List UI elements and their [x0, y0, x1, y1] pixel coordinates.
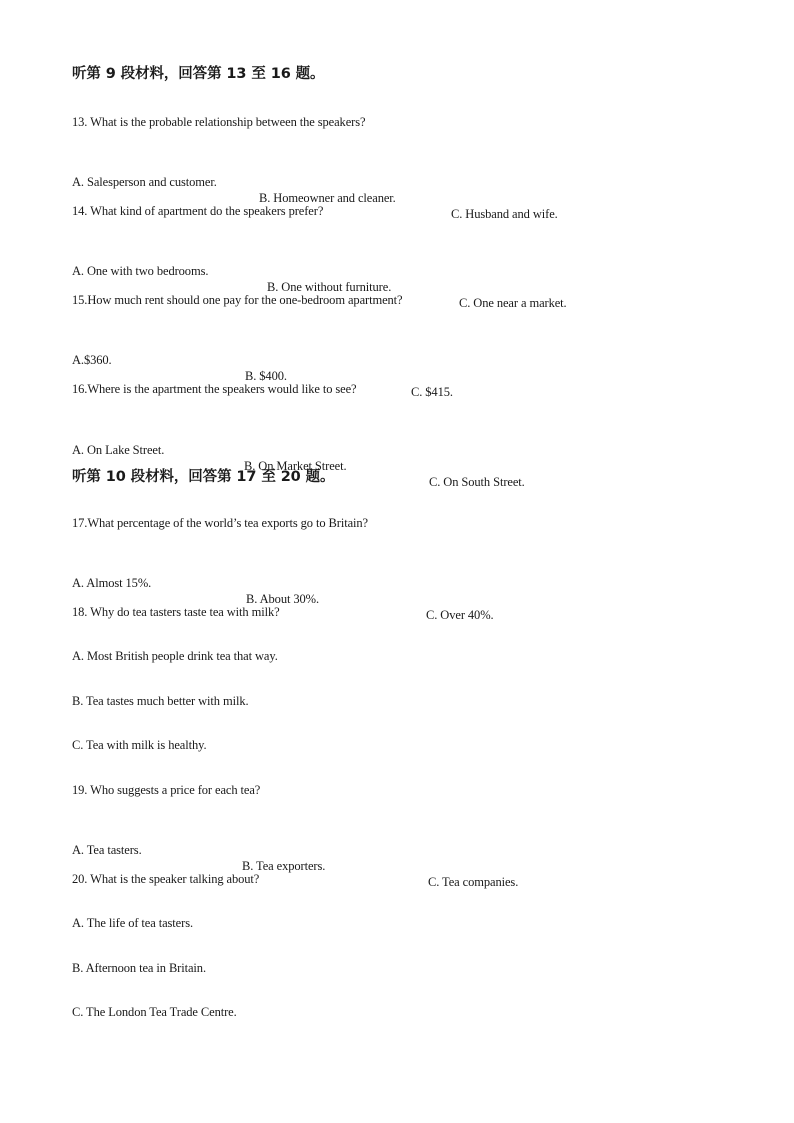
option-18-b: B. Tea tastes much better with milk.	[72, 694, 249, 708]
section-heading-9: 听第 9 段材料，回答第 13 至 16 题。	[72, 66, 325, 82]
option-13-c: C. Husband and wife.	[451, 207, 558, 221]
question-13: 13. What is the probable relationship between the speakers?	[72, 115, 366, 129]
question-16: 16.Where is the apartment the speakers would like to see?	[72, 382, 357, 396]
question-19: 19. Who suggests a price for each tea?	[72, 783, 261, 797]
option-15-b: B. $400.	[245, 369, 287, 383]
option-14-b: B. One without furniture.	[267, 280, 392, 294]
question-14: 14. What kind of apartment do the speakers prefer?	[72, 204, 324, 218]
section-heading-10: 听第 10 段材料，回答第 17 至 20 题。	[72, 469, 335, 485]
option-15-c: C. $415.	[411, 385, 453, 399]
option-19-b: B. Tea exporters.	[242, 859, 326, 873]
option-20-a: A. The life of tea tasters.	[72, 916, 193, 930]
option-20-c: C. The London Tea Trade Centre.	[72, 1005, 237, 1019]
option-17-b: B. About 30%.	[246, 592, 320, 606]
option-19-a: A. Tea tasters.	[72, 843, 142, 857]
question-20: 20. What is the speaker talking about?	[72, 872, 260, 886]
option-16-c: C. On South Street.	[429, 475, 525, 489]
option-15-a: A.$360.	[72, 353, 112, 367]
option-16-b: B. On Market Street.	[244, 459, 347, 473]
option-13-a: A. Salesperson and customer.	[72, 175, 217, 189]
option-14-a: A. One with two bedrooms.	[72, 264, 209, 278]
question-15: 15.How much rent should one pay for the one-bedroom apartment?	[72, 293, 403, 307]
option-14-c: C. One near a market.	[459, 296, 567, 310]
option-17-a: A. Almost 15%.	[72, 576, 152, 590]
option-18-c: C. Tea with milk is healthy.	[72, 738, 207, 752]
option-18-a: A. Most British people drink tea that way.	[72, 649, 278, 663]
option-19-c: C. Tea companies.	[428, 875, 519, 889]
option-17-c: C. Over 40%.	[426, 608, 494, 622]
question-17: 17.What percentage of the world’s tea exports go to Britain?	[72, 516, 368, 530]
question-18: 18. Why do tea tasters taste tea with milk?	[72, 605, 280, 619]
option-16-a: A. On Lake Street.	[72, 443, 165, 457]
option-20-b: B. Afternoon tea in Britain.	[72, 961, 206, 975]
option-13-b: B. Homeowner and cleaner.	[259, 191, 396, 205]
